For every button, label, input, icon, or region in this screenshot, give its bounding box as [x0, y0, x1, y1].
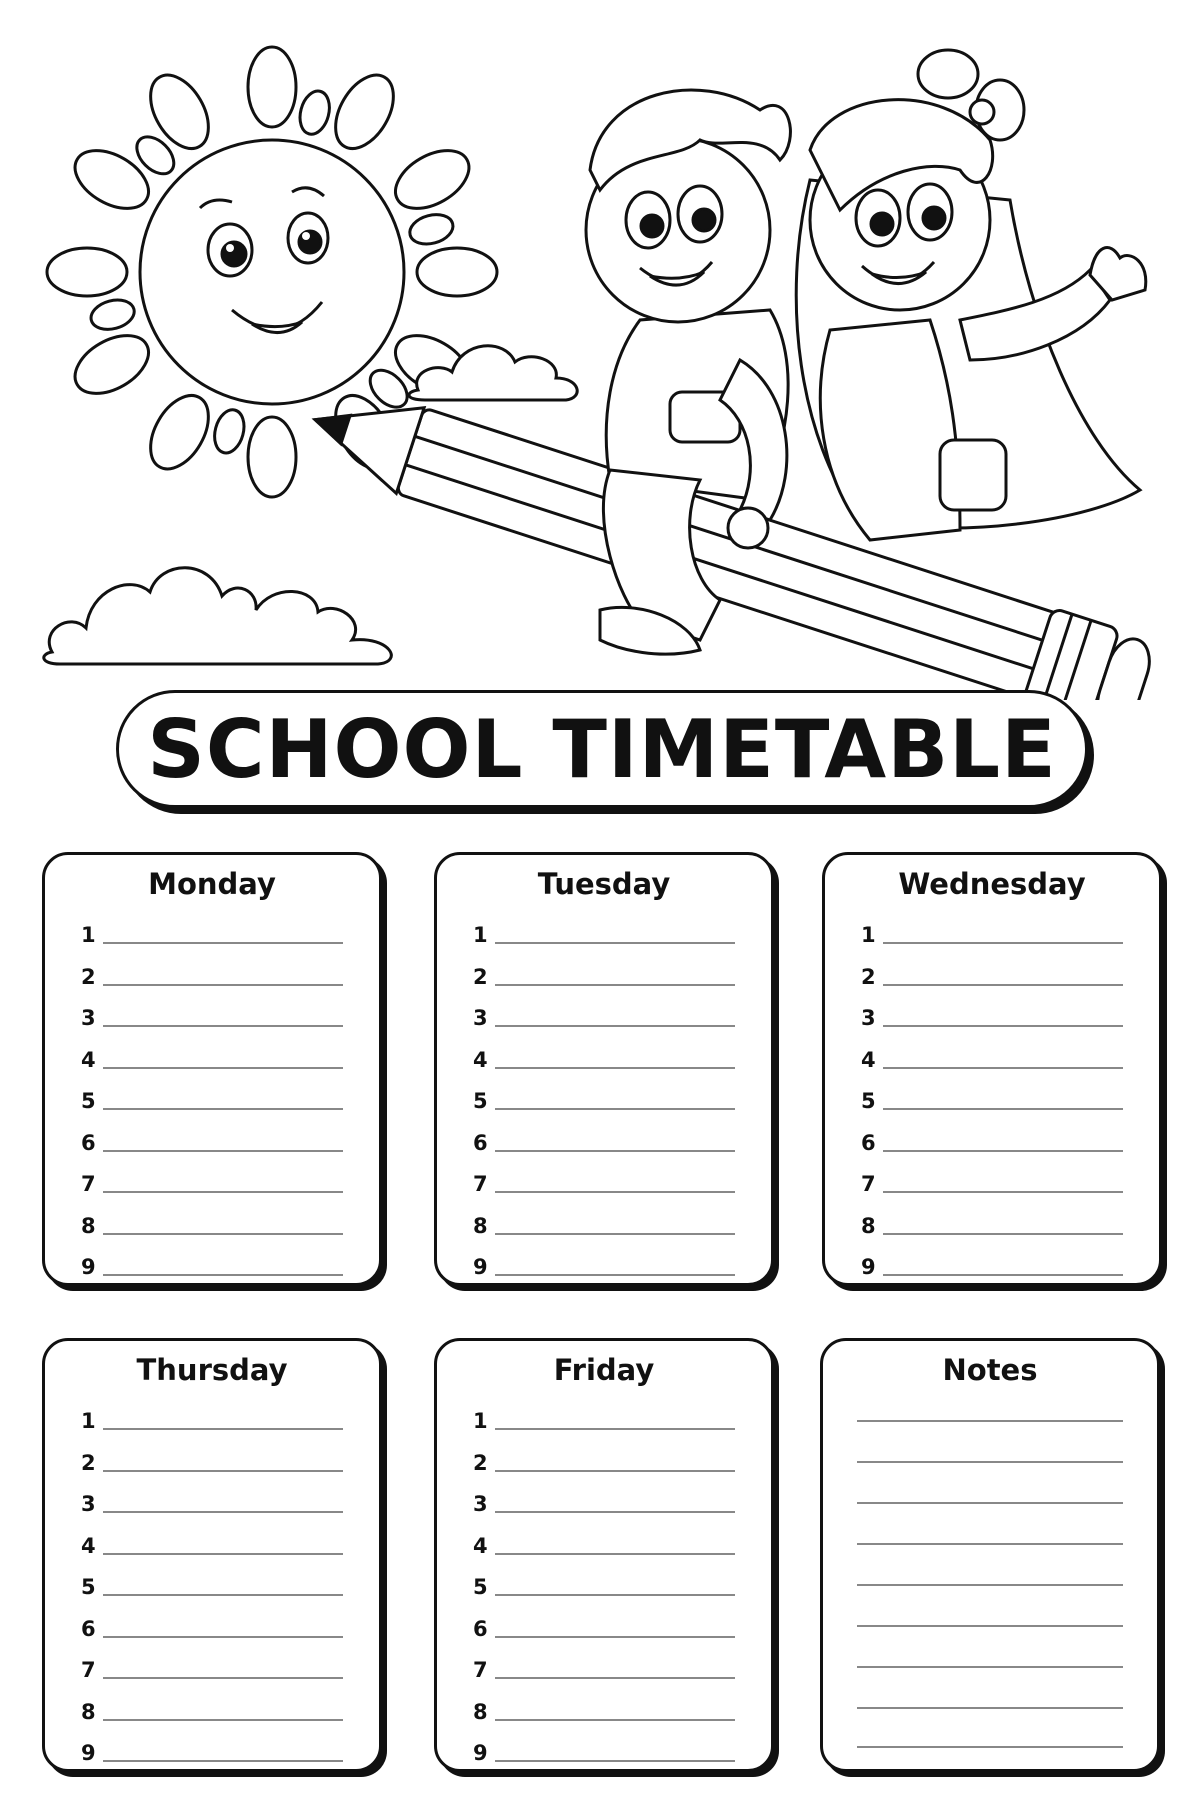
- period-row[interactable]: [473, 1208, 735, 1238]
- period-line[interactable]: [103, 1232, 343, 1235]
- period-number: 2: [473, 1450, 488, 1475]
- period-number: 5: [81, 1575, 96, 1599]
- period-number: 4: [473, 1533, 488, 1558]
- period-line[interactable]: [103, 983, 343, 986]
- period-line[interactable]: [103, 1149, 343, 1152]
- period-line[interactable]: [103, 1273, 343, 1276]
- period-number: 8: [473, 1213, 488, 1238]
- period-line[interactable]: [495, 983, 735, 986]
- period-row[interactable]: [473, 1249, 735, 1279]
- period-line[interactable]: [103, 1593, 343, 1596]
- period-row[interactable]: [861, 1166, 1123, 1196]
- period-number: 8: [81, 1213, 96, 1238]
- period-row[interactable]: [473, 1486, 735, 1516]
- period-row[interactable]: [81, 1569, 343, 1599]
- period-row[interactable]: [473, 1735, 735, 1765]
- period-line[interactable]: [883, 1024, 1123, 1027]
- notes-card: [820, 1338, 1160, 1772]
- day-card-tuesday: [434, 852, 774, 1286]
- notes-line[interactable]: [857, 1624, 1123, 1627]
- period-number: 9: [861, 1255, 876, 1279]
- period-row[interactable]: [81, 1249, 343, 1279]
- period-row[interactable]: [473, 1445, 735, 1475]
- period-line[interactable]: [495, 1469, 735, 1472]
- period-row[interactable]: [473, 1166, 735, 1196]
- period-row[interactable]: [81, 1611, 343, 1641]
- period-row[interactable]: [473, 1694, 735, 1724]
- period-number: 2: [81, 1450, 96, 1475]
- period-line[interactable]: [103, 941, 343, 944]
- period-row[interactable]: [81, 1486, 343, 1516]
- period-line[interactable]: [103, 1066, 343, 1069]
- period-row[interactable]: [81, 959, 343, 989]
- period-number: 6: [81, 1616, 96, 1641]
- period-number: 9: [473, 1255, 488, 1279]
- period-line[interactable]: [883, 1066, 1123, 1069]
- notes-line[interactable]: [857, 1583, 1123, 1586]
- period-number: 7: [861, 1172, 876, 1196]
- day-title: Friday: [553, 1353, 655, 1387]
- period-line[interactable]: [495, 1066, 735, 1069]
- period-number: 2: [473, 964, 488, 989]
- period-line[interactable]: [495, 1232, 735, 1235]
- period-line[interactable]: [103, 1718, 343, 1721]
- period-number: 5: [861, 1089, 876, 1113]
- period-number: 1: [473, 923, 488, 947]
- period-row[interactable]: [473, 1652, 735, 1682]
- period-number: 9: [473, 1741, 488, 1765]
- period-number: 7: [81, 1172, 96, 1196]
- period-line[interactable]: [495, 1427, 735, 1430]
- period-line[interactable]: [495, 1190, 735, 1193]
- period-line[interactable]: [103, 1510, 343, 1513]
- day-card-wednesday: [822, 852, 1162, 1286]
- day-card-thursday: [42, 1338, 382, 1772]
- period-number: 6: [861, 1130, 876, 1155]
- period-line[interactable]: [495, 941, 735, 944]
- period-line[interactable]: [103, 1427, 343, 1430]
- period-row[interactable]: [861, 1042, 1123, 1072]
- period-line[interactable]: [495, 1635, 735, 1638]
- period-number: 5: [81, 1089, 96, 1113]
- period-number: 8: [861, 1213, 876, 1238]
- day-title: Wednesday: [898, 867, 1086, 901]
- notes-title: Notes: [942, 1353, 1038, 1387]
- period-number: 2: [81, 964, 96, 989]
- period-number: 3: [81, 1006, 96, 1030]
- period-row[interactable]: [473, 959, 735, 989]
- period-line[interactable]: [103, 1190, 343, 1193]
- period-line[interactable]: [103, 1552, 343, 1555]
- day-title: Thursday: [136, 1353, 288, 1387]
- period-line[interactable]: [883, 941, 1123, 944]
- period-number: 4: [81, 1533, 96, 1558]
- period-number: 1: [473, 1409, 488, 1433]
- period-number: 6: [81, 1130, 96, 1155]
- period-number: 8: [473, 1699, 488, 1724]
- period-row[interactable]: [861, 959, 1123, 989]
- period-number: 4: [861, 1047, 876, 1072]
- day-title: Tuesday: [537, 867, 671, 901]
- girl-icon: [796, 50, 1146, 540]
- period-number: 5: [473, 1575, 488, 1599]
- notes-line[interactable]: [857, 1542, 1123, 1545]
- period-line[interactable]: [495, 1510, 735, 1513]
- period-row[interactable]: [473, 1611, 735, 1641]
- period-number: 4: [81, 1047, 96, 1072]
- period-number: 3: [473, 1006, 488, 1030]
- period-row[interactable]: [81, 1652, 343, 1682]
- period-number: 7: [473, 1172, 488, 1196]
- period-row[interactable]: [81, 1125, 343, 1155]
- period-line[interactable]: [883, 1232, 1123, 1235]
- period-number: 2: [861, 964, 876, 989]
- notes-line[interactable]: [857, 1665, 1123, 1668]
- period-line[interactable]: [495, 1107, 735, 1110]
- page-title: SCHOOL TIMETABLE: [147, 702, 1057, 796]
- period-row[interactable]: [81, 1735, 343, 1765]
- period-row[interactable]: [473, 1403, 735, 1433]
- period-number: 1: [81, 1409, 96, 1433]
- period-number: 6: [473, 1130, 488, 1155]
- title-banner: [116, 690, 1088, 808]
- period-row[interactable]: [81, 1083, 343, 1113]
- period-row[interactable]: [861, 1000, 1123, 1030]
- period-row[interactable]: [81, 1000, 343, 1030]
- period-number: 1: [861, 923, 876, 947]
- period-number: 3: [81, 1492, 96, 1516]
- period-line[interactable]: [103, 1759, 343, 1762]
- period-row[interactable]: [473, 917, 735, 947]
- period-line[interactable]: [495, 1024, 735, 1027]
- period-line[interactable]: [495, 1273, 735, 1276]
- period-line[interactable]: [495, 1718, 735, 1721]
- period-number: 9: [81, 1741, 96, 1765]
- period-number: 5: [473, 1089, 488, 1113]
- period-line[interactable]: [883, 1107, 1123, 1110]
- period-row[interactable]: [81, 1042, 343, 1072]
- day-title: Monday: [148, 867, 276, 901]
- notes-line[interactable]: [857, 1745, 1123, 1748]
- notes-line[interactable]: [857, 1419, 1123, 1422]
- period-number: 6: [473, 1616, 488, 1641]
- period-line[interactable]: [883, 983, 1123, 986]
- period-row[interactable]: [81, 1208, 343, 1238]
- period-number: 7: [473, 1658, 488, 1682]
- period-row[interactable]: [473, 1569, 735, 1599]
- period-row[interactable]: [81, 1694, 343, 1724]
- notes-line[interactable]: [857, 1460, 1123, 1463]
- day-card-friday: [434, 1338, 774, 1772]
- period-row[interactable]: [473, 1528, 735, 1558]
- period-line[interactable]: [495, 1759, 735, 1762]
- period-row[interactable]: [81, 1403, 343, 1433]
- period-line[interactable]: [495, 1676, 735, 1679]
- period-number: 8: [81, 1699, 96, 1724]
- header-illustration: [0, 0, 1200, 700]
- period-row[interactable]: [81, 1166, 343, 1196]
- period-row[interactable]: [861, 1249, 1123, 1279]
- period-number: 1: [81, 923, 96, 947]
- period-line[interactable]: [103, 1469, 343, 1472]
- period-row[interactable]: [81, 1445, 343, 1475]
- period-line[interactable]: [103, 1676, 343, 1679]
- period-line[interactable]: [103, 1635, 343, 1638]
- period-line[interactable]: [495, 1552, 735, 1555]
- period-number: 9: [81, 1255, 96, 1279]
- period-number: 4: [473, 1047, 488, 1072]
- period-row[interactable]: [861, 917, 1123, 947]
- period-row[interactable]: [861, 1083, 1123, 1113]
- period-number: 3: [473, 1492, 488, 1516]
- period-row[interactable]: [861, 1208, 1123, 1238]
- period-row[interactable]: [473, 1125, 735, 1155]
- notes-line[interactable]: [857, 1706, 1123, 1709]
- period-line[interactable]: [883, 1273, 1123, 1276]
- period-number: 7: [81, 1658, 96, 1682]
- period-row[interactable]: [81, 917, 343, 947]
- period-line[interactable]: [495, 1593, 735, 1596]
- day-card-monday: [42, 852, 382, 1286]
- period-row[interactable]: [473, 1042, 735, 1072]
- notes-line[interactable]: [857, 1501, 1123, 1504]
- cloud-icon: [44, 568, 391, 664]
- period-line[interactable]: [103, 1107, 343, 1110]
- period-line[interactable]: [103, 1024, 343, 1027]
- period-row[interactable]: [473, 1000, 735, 1030]
- period-row[interactable]: [861, 1125, 1123, 1155]
- period-row[interactable]: [81, 1528, 343, 1558]
- period-row[interactable]: [473, 1083, 735, 1113]
- period-number: 3: [861, 1006, 876, 1030]
- period-line[interactable]: [495, 1149, 735, 1152]
- period-line[interactable]: [883, 1190, 1123, 1193]
- period-line[interactable]: [883, 1149, 1123, 1152]
